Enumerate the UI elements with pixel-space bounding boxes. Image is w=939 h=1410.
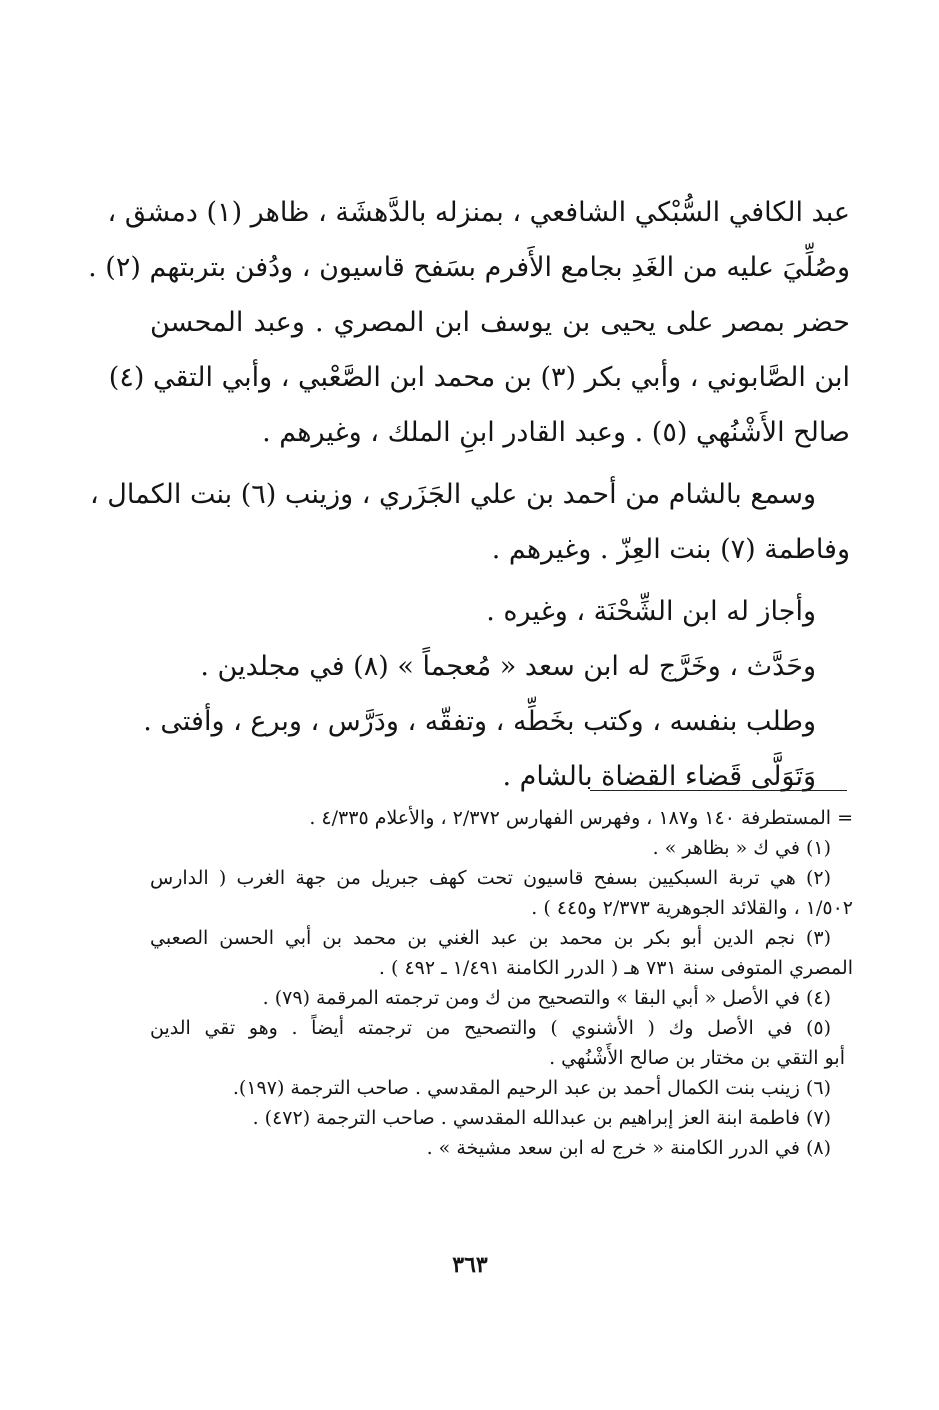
page-number: ٣٦٣ [452,1252,488,1278]
footnote-line: (٦) زينب بنت الكمال أحمد بن عبد الرحيم المقدسي . صاحب الترجمة (١٩٧). [232,1077,831,1099]
footnote-line: أبو التقي بن مختار بن صالح الأَشْنُهي . [549,1047,845,1069]
footnote-line: (٧) فاطمة ابنة العز إبراهيم بن عبدالله المقدسي . صاحب الترجمة (٤٧٢) . [252,1107,831,1129]
footnote-line: ١/٥٠٢ ، والقلائد الجوهرية ٢/٣٧٣ و٤٤٥ ) . [531,897,853,919]
footnote-line: (١) في ك « بظاهر » . [652,837,831,859]
text-line: وأجاز له ابن الشِّحْنَة ، وغيره . [486,596,816,627]
text-line: عبد الكافي السُّبْكي الشافعي ، بمنزله بالدَّهشَة ، ظاهر (١) دمشق ، [107,197,850,228]
footnote-line: المصري المتوفى سنة ٧٣١ هـ ( الدرر الكامنة ١/٤٩١ ـ ٤٩٢ ) . [378,957,853,979]
footnote-line: (٢) هي تربة السبكيين بسفح قاسيون تحت كهف جبريل من جهة الغرب ( الدارس [150,867,831,889]
footnotes [150,803,853,1163]
footnote-separator [590,790,847,791]
main-text [88,185,850,804]
footnote-line: (٤) في الأصل « أبي البقا » والتصحيح من ك ومن ترجمته المرقمة (٧٩) . [262,987,831,1009]
text-line: وصُلِّيَ عليه من الغَدِ بجامع الأَفرم بسَفح قاسيون ، ودُفن بتربتهم (٢) . [88,252,850,283]
footnote-line: (٣) نجم الدين أبو بكر بن محمد بن عبد الغني بن محمد بن أبي الحسن الصعبي [150,927,831,949]
text-line: وحَدَّث ، وخَرَّج له ابن سعد « مُعجماً » (٨) في مجلدين . [200,651,816,682]
text-line: وفاطمة (٧) بنت العِزّ . وغيرهم . [491,534,850,565]
footnote-line: = المستطرفة ١٤٠ و١٨٧ ، وفهرس الفهارس ٢/٣٧٢ ، والأعلام ٤/٣٣٥ . [309,807,853,829]
text-line: وسمع بالشام من أحمد بن علي الجَزَري ، وزينب (٦) بنت الكمال ، [90,479,816,510]
footnote-line: (٨) في الدرر الكامنة « خرج له ابن سعد مشيخة » . [426,1137,831,1159]
text-line: حضر بمصر على يحيى بن يوسف ابن المصري . وعبد المحسن [150,307,850,338]
text-line: ابن الصَّابوني ، وأبي بكر (٣) بن محمد ابن الصَّعْبي ، وأبي التقي (٤) [108,362,850,393]
footnote-line: (٥) في الأصل وك ( الأشنوي ) والتصحيح من ترجمته أيضاً . وهو تقي الدين [150,1017,831,1039]
text-line: وَتَوَلَّى قَضاء القضاة بالشام . [502,761,816,792]
text-line: صالح الأَشْنُهي (٥) . وعبد القادر ابنِ الملك ، وغيرهم . [262,417,850,448]
text-line: وطلب بنفسه ، وكتب بخَطِّه ، وتفقّه ، ودَرَّس ، وبرع ، وأفتى . [143,706,816,737]
